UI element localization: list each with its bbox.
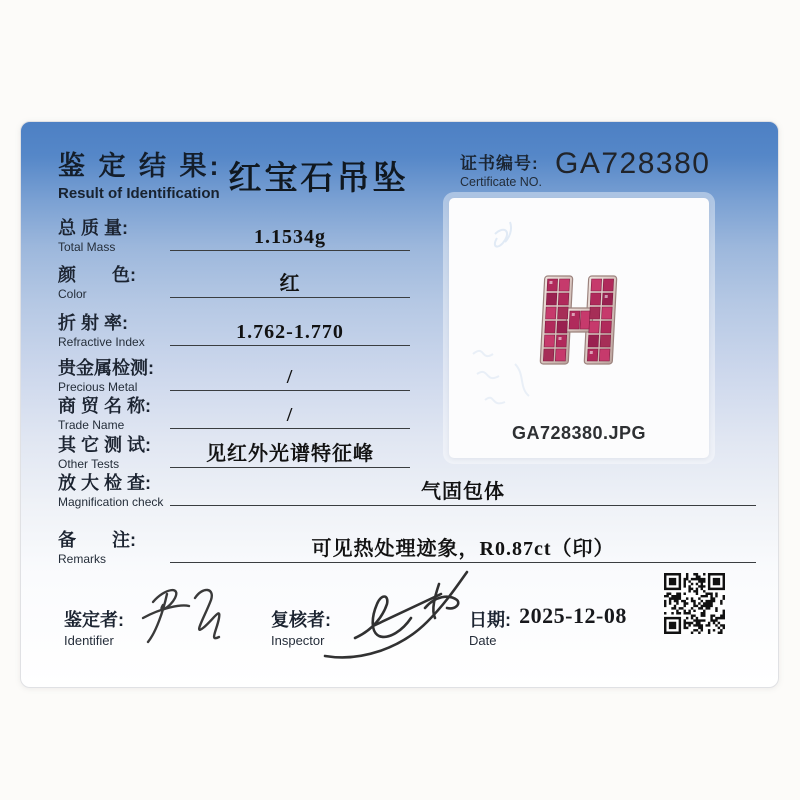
- date-label-en: Date: [469, 633, 497, 648]
- field-row-other-tests: [58, 430, 410, 471]
- date-label-zh: 日期:: [469, 610, 511, 630]
- trade-name-label-zh: 商 贸 名 称:: [58, 396, 151, 416]
- refractive-index-label-en: Refractive Index: [58, 335, 145, 349]
- result-of-identification-label: [58, 144, 222, 202]
- other-tests-value: 见红外光谱特征峰: [206, 443, 374, 465]
- magnification-check-underline: [170, 468, 756, 506]
- field-row-refractive-index: [58, 308, 410, 349]
- refractive-index-label-zh: 折 射 率:: [58, 313, 128, 333]
- trade-name-label-en: Trade Name: [58, 418, 125, 432]
- precious-metal-value: /: [286, 366, 294, 388]
- remarks-underline: [170, 525, 756, 563]
- field-row-color: [58, 260, 410, 301]
- precious-metal-underline: [170, 353, 410, 391]
- identifier-signature: [129, 574, 259, 659]
- date-label: [469, 606, 511, 648]
- precious-metal-label-zh: 贵金属检测:: [58, 358, 154, 378]
- color-underline: [170, 260, 410, 298]
- ruby-h-pendant-image: [539, 272, 619, 368]
- other-tests-underline: [170, 430, 410, 468]
- refractive-index-underline: [170, 308, 410, 346]
- field-row-precious-metal: [58, 353, 410, 394]
- total-mass-value: 1.1534g: [254, 226, 326, 248]
- total-mass-underline: [170, 213, 410, 251]
- certificate-no-label-en: Certificate NO.: [460, 175, 542, 189]
- certificate-number: GA728380: [555, 147, 711, 180]
- certificate-no-label: [460, 149, 542, 189]
- sample-photo: [449, 198, 709, 458]
- field-row-remarks: [58, 525, 756, 566]
- trade-name-value: /: [286, 404, 294, 426]
- qr-code: [663, 573, 726, 634]
- result-label-zh: 鉴 定 结 果:: [58, 151, 222, 181]
- date-value: 2025-12-08: [519, 603, 627, 628]
- color-label-zh: 颜 色:: [58, 265, 136, 285]
- identifier-label-zh: 鉴定者:: [64, 610, 124, 630]
- identification-result-value: 红宝石吊坠: [228, 161, 409, 197]
- color-value: 红: [279, 273, 301, 295]
- field-row-magnification-check: [58, 468, 756, 509]
- certificate-card: [20, 121, 779, 688]
- identifier-label: [64, 606, 124, 648]
- other-tests-label-en: Other Tests: [58, 457, 120, 471]
- magnification-check-label-en: Magnification check: [58, 495, 164, 509]
- field-row-total-mass: [58, 213, 410, 254]
- remarks-value: 可见热处理迹象，R0.87ct（印）: [311, 538, 615, 560]
- certificate-no-label-zh: 证书编号:: [460, 154, 539, 173]
- identifier-label-en: Identifier: [64, 633, 114, 648]
- precious-metal-label-en: Precious Metal: [58, 380, 138, 394]
- remarks-label-en: Remarks: [58, 552, 107, 566]
- result-label-en: Result of Identification: [58, 185, 220, 202]
- magnification-check-value: 气固包体: [421, 481, 505, 503]
- total-mass-label-zh: 总 质 量:: [58, 218, 128, 238]
- inspector-label-zh: 复核者:: [271, 610, 331, 630]
- inspector-signature: [317, 564, 477, 669]
- refractive-index-value: 1.762-1.770: [236, 321, 344, 343]
- total-mass-label-en: Total Mass: [58, 240, 116, 254]
- remarks-label-zh: 备 注:: [58, 530, 136, 550]
- field-row-trade-name: [58, 391, 410, 432]
- photo-filename: GA728380.JPG: [511, 423, 647, 443]
- trade-name-underline: [170, 391, 410, 429]
- magnification-check-label-zh: 放 大 检 查:: [58, 473, 151, 493]
- color-label-en: Color: [58, 287, 87, 301]
- inspector-label-en: Inspector: [271, 633, 325, 648]
- other-tests-label-zh: 其 它 测 试:: [58, 435, 151, 455]
